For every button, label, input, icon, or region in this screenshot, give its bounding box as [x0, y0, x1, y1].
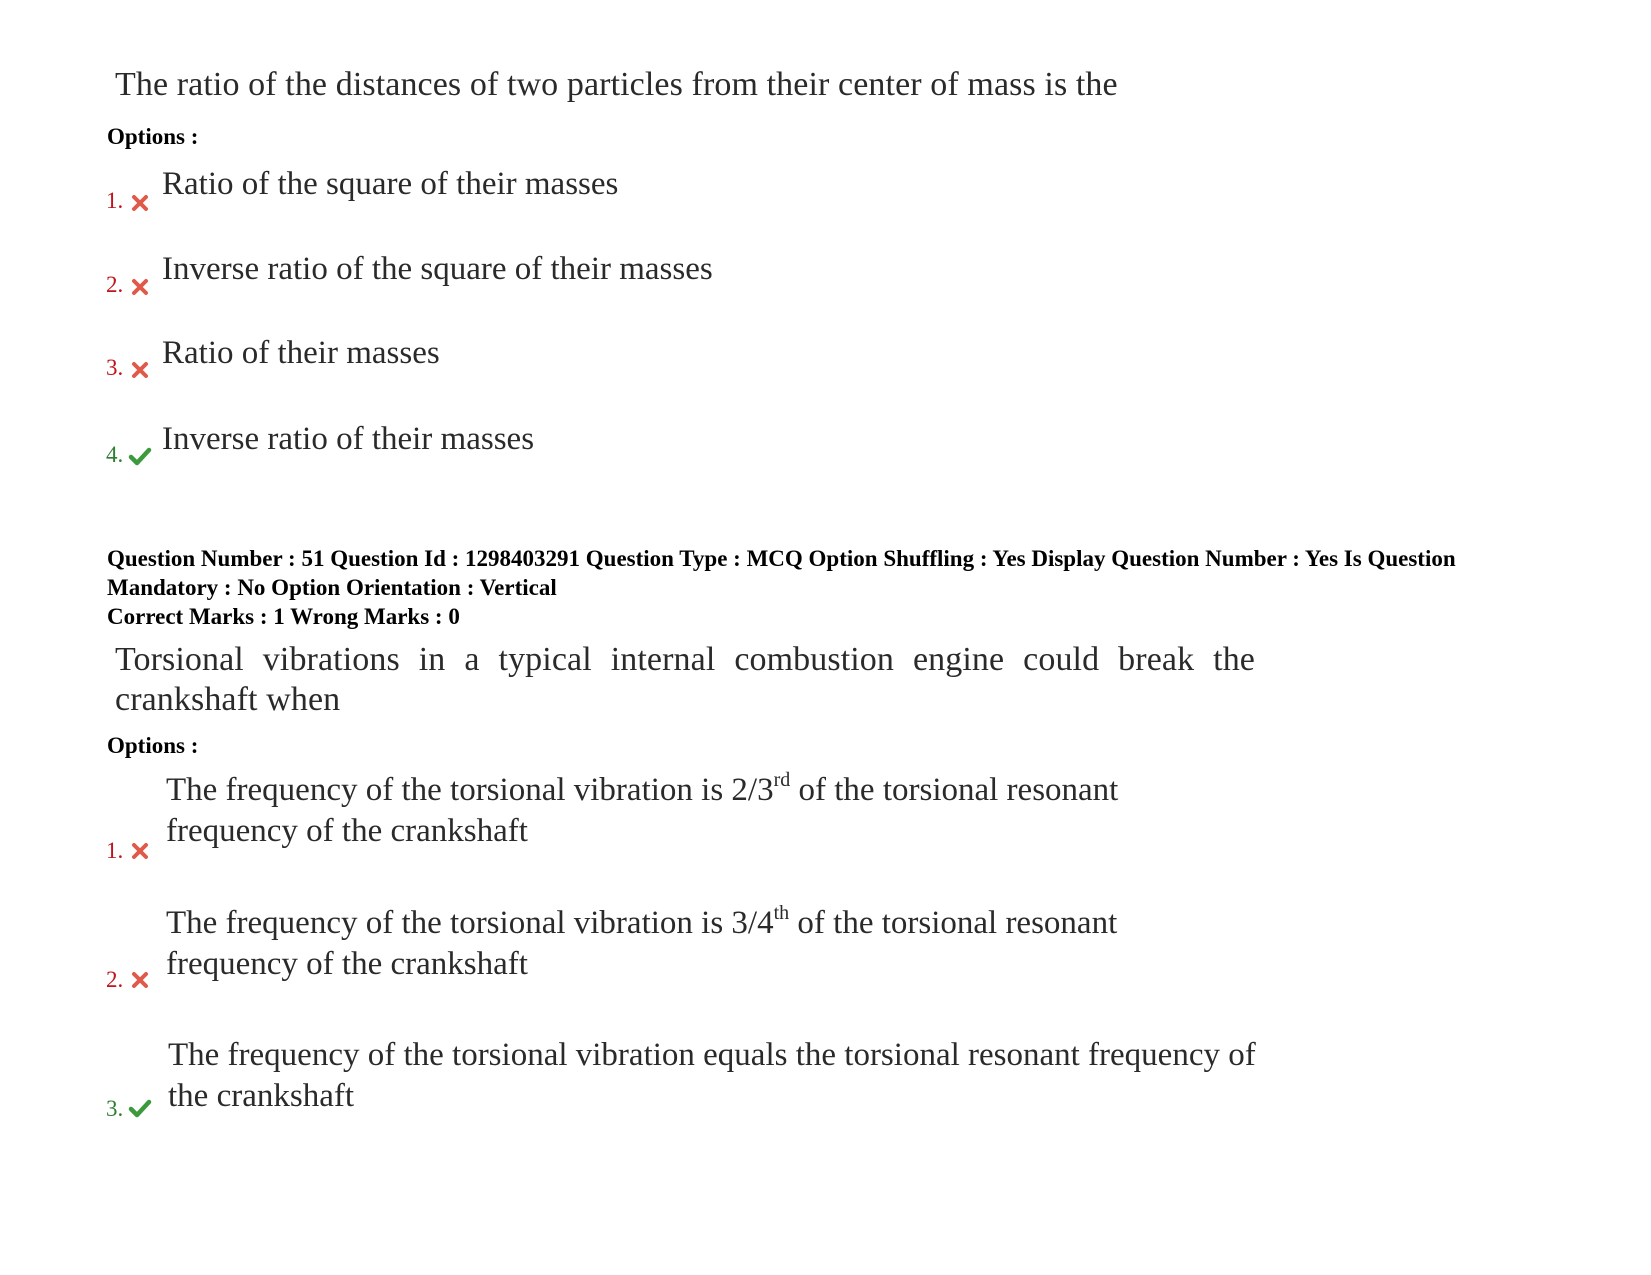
question-51-text: Torsional vibrations in a typical internal combustion engine could break the crankshaft when: [115, 641, 1255, 718]
cross-icon: [130, 970, 150, 990]
option-text-part: of the torsional resonant: [790, 772, 1119, 808]
option-text-line: frequency of the crankshaft: [166, 946, 528, 982]
option-number: 1.: [106, 188, 124, 213]
option-text-line: frequency of the crankshaft: [166, 813, 528, 849]
option-text-line: The frequency of the torsional vibration equals the torsional resonant frequency of: [168, 1037, 1256, 1073]
option-text-part: The frequency of the torsional vibration is 3/4: [166, 905, 774, 941]
option-text-line: the crankshaft: [168, 1078, 354, 1114]
option-text-part: The frequency of the torsional vibration is 2/3: [166, 772, 774, 808]
option-number: 1.: [106, 838, 124, 863]
option-number: 2.: [106, 967, 124, 992]
option-number: 3.: [106, 1096, 124, 1121]
option-text: Inverse ratio of their masses: [162, 421, 535, 457]
option-number: 3.: [106, 355, 124, 380]
cross-icon: [130, 841, 150, 861]
option-text: Inverse ratio of the square of their masses: [162, 251, 713, 287]
checkmark-icon: [128, 446, 152, 466]
cross-icon: [130, 193, 150, 213]
question-51-meta: Question Number : 51 Question Id : 1298403291 Question Type : MCQ Option Shuffling : Yes Display Question Number : Yes Is Question Mandatory : No Option Orientation : Vertical: [107, 546, 1456, 600]
ordinal-suffix: rd: [773, 769, 791, 791]
option-number: 4.: [106, 442, 124, 467]
checkmark-icon: [128, 1098, 152, 1118]
cross-icon: [130, 277, 150, 297]
option-text: Ratio of the square of their masses: [162, 166, 619, 202]
cross-icon: [130, 360, 150, 380]
option-text: [166, 903, 1117, 985]
ordinal-suffix: th: [773, 902, 790, 924]
option-text: Ratio of their masses: [162, 335, 440, 371]
option-text: [166, 770, 1118, 852]
options-label-q50: Options :: [107, 124, 199, 149]
question-50-text: The ratio of the distances of two particles from their center of mass is the: [115, 66, 1118, 103]
option-text-part: of the torsional resonant: [789, 905, 1118, 941]
option-number: 2.: [106, 272, 124, 297]
option-text: [168, 1035, 1256, 1117]
options-label-q51: Options :: [107, 733, 199, 758]
question-51-marks: Correct Marks : 1 Wrong Marks : 0: [107, 604, 460, 629]
